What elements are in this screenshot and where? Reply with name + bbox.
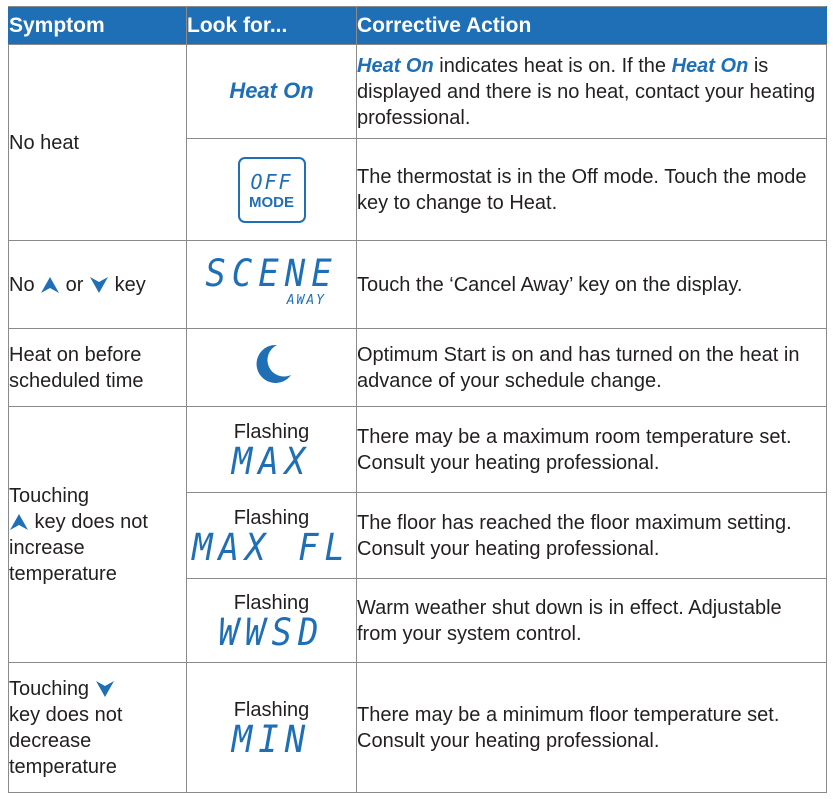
max-fl-display: MAX FL: [192, 525, 351, 570]
away-display: AWAY: [286, 292, 326, 308]
heat-on-indicator: Heat On: [229, 78, 314, 103]
action-off-mode: The thermostat is in the Off mode. Touch the mode key to change to Heat.: [357, 139, 827, 241]
down-arrow-icon: [89, 276, 109, 294]
table-row: [9, 241, 827, 329]
heat-on-em-1: Heat On: [357, 54, 434, 77]
look-max-fl: [187, 493, 357, 579]
action-max: There may be a maximum room temperature set. Consult your heating professional.: [357, 407, 827, 493]
mode-key-label: MODE: [249, 193, 294, 211]
mode-key-off: OFF: [250, 169, 293, 194]
symptom-no-increase-pre: Touching: [9, 484, 90, 507]
symptom-no-decrease: [9, 663, 187, 793]
flashing-label: Flashing: [233, 591, 310, 614]
max-display: MAX: [231, 439, 312, 484]
symptom-no-increase-post: key does not increase temperature: [9, 510, 148, 585]
table-header-row: [9, 7, 827, 45]
look-min: [187, 663, 357, 793]
flashing-label: Flashing: [233, 698, 310, 721]
table-row: [9, 407, 827, 493]
header-corrective-action: Corrective Action: [357, 7, 827, 45]
symptom-no-decrease-pre: Touching: [9, 677, 95, 700]
symptom-no-key: [9, 241, 187, 329]
header-symptom: Symptom: [9, 7, 187, 45]
action-optimum-start: Optimum Start is on and has turned on the heat in advance of your schedule change.: [357, 329, 827, 407]
look-max: [187, 407, 357, 493]
action-cancel-away: Touch the ‘Cancel Away’ key on the display.: [357, 241, 827, 329]
table-row: [9, 329, 827, 407]
up-arrow-icon: [40, 276, 60, 294]
symptom-no-key-or: or: [60, 273, 90, 296]
down-arrow-icon: [95, 680, 115, 698]
troubleshooting-table: [8, 6, 827, 793]
action-wwsd: Warm weather shut down is in effect. Adjustable from your system control.: [357, 579, 827, 663]
symptom-no-key-suffix: key: [109, 273, 146, 296]
flashing-label: Flashing: [233, 506, 310, 529]
look-moon: [187, 329, 357, 407]
scene-display: SCENE: [205, 251, 338, 296]
symptom-early-heat: Heat on before scheduled time: [9, 329, 187, 407]
header-look-for: Look for...: [187, 7, 357, 45]
moon-icon: [249, 341, 295, 387]
look-wwsd: [187, 579, 357, 663]
action-heat-on: [357, 45, 827, 139]
action-min: There may be a minimum floor temperature set. Consult your heating professional.: [357, 663, 827, 793]
heat-on-text-1: indicates heat is on. If the: [433, 54, 672, 77]
action-max-fl: The floor has reached the floor maximum setting. Consult your heating professional.: [357, 493, 827, 579]
look-off-mode: [187, 139, 357, 241]
symptom-no-heat: No heat: [9, 45, 187, 241]
table-row: [9, 45, 827, 139]
symptom-no-increase: [9, 407, 187, 663]
table-row: [9, 663, 827, 793]
up-arrow-icon: [9, 513, 29, 531]
mode-key-icon: [238, 157, 306, 223]
look-heat-on: [187, 45, 357, 139]
wwsd-display: WWSD: [218, 610, 325, 655]
min-display: MIN: [231, 717, 312, 762]
heat-on-em-2: Heat On: [671, 54, 749, 77]
flashing-label: Flashing: [233, 420, 310, 443]
symptom-no-key-text: No: [9, 273, 41, 296]
symptom-no-decrease-post: key does not decrease temperature: [9, 703, 123, 778]
heat-on-text-2: is displayed and there is no heat, contact your heating professional.: [357, 54, 816, 129]
look-scene-away: [187, 241, 357, 329]
